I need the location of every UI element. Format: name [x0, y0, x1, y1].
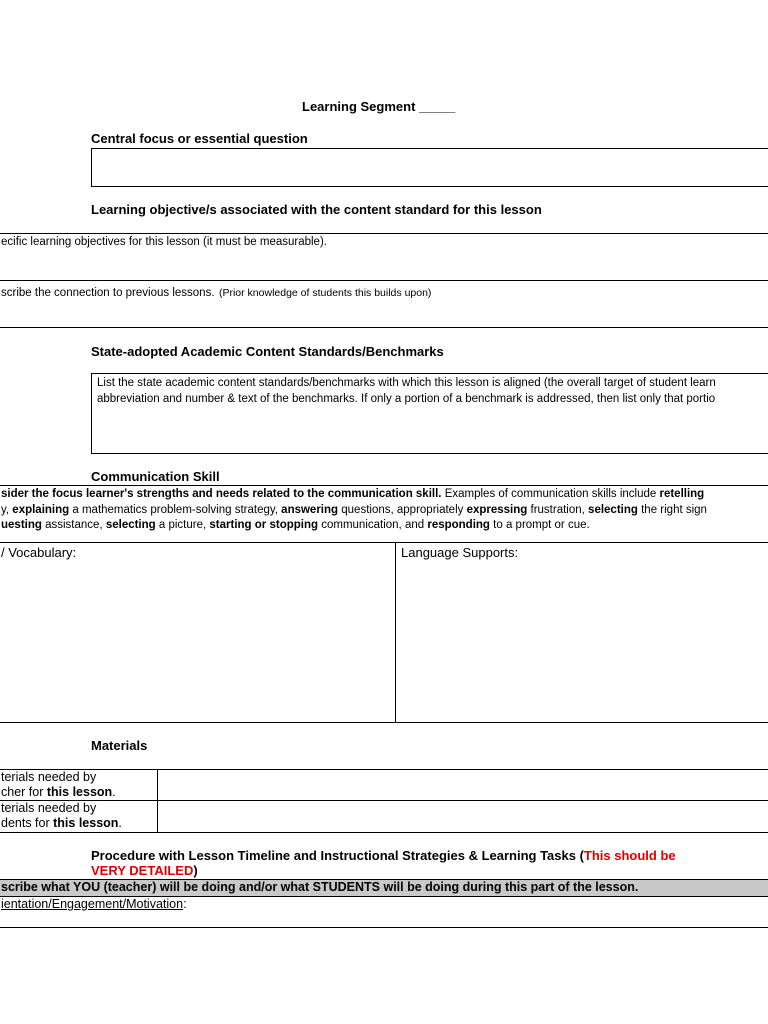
teacher-materials-line2: cher for this lesson.: [1, 785, 116, 799]
objectives-row-text: ecific learning objectives for this lesson (it must be measurable).: [1, 236, 327, 248]
student-materials-line1: terials needed by: [1, 801, 97, 815]
procedure-describe-text: scribe what YOU (teacher) will be doing and/or what STUDENTS will be doing during this part of the lesson.: [1, 880, 639, 894]
standards-text-line2: abbreviation and number & text of the benchmarks. If only a portion of a benchmark is addressed, then list only that portio: [97, 393, 716, 405]
materials-heading: Materials: [91, 738, 148, 753]
standards-field[interactable]: [91, 373, 768, 454]
communication-line2: y, explaining a mathematics problem-solving strategy, answering questions, appropriately expressing frustration, selecting the right sign: [1, 504, 707, 516]
procedure-heading: Procedure with Lesson Timeline and Instructional Strategies & Learning Tasks (This should be VERY DETAILED): [91, 848, 676, 878]
orientation-field[interactable]: [0, 896, 768, 928]
teacher-materials-line1: terials needed by: [1, 770, 97, 784]
standards-heading: State-adopted Academic Content Standards/Benchmarks: [91, 344, 444, 359]
standards-text-line1: List the state academic content standards/benchmarks with which this lesson is aligned (the overall target of student learn: [97, 377, 716, 389]
student-materials-label-cell: [0, 800, 158, 833]
procedure-describe-row: [0, 879, 768, 897]
student-materials-field[interactable]: [157, 800, 768, 833]
language-supports-label: Language Supports:: [401, 545, 519, 560]
objectives-row[interactable]: [0, 233, 768, 281]
communication-line1: sider the focus learner's strengths and needs related to the communication skill. Examples of communication skills include retelling: [1, 488, 705, 500]
objectives-heading: Learning objective/s associated with the content standard for this lesson: [91, 202, 542, 217]
vocabulary-field[interactable]: [0, 542, 396, 723]
previous-lessons-note: (Prior knowledge of students this builds upon): [218, 287, 432, 299]
page-title: Learning Segment _____: [302, 99, 456, 114]
student-materials-line2: dents for this lesson.: [1, 816, 122, 830]
orientation-label: ientation/Engagement/Motivation:: [1, 897, 187, 911]
communication-heading: Communication Skill: [91, 469, 220, 484]
previous-lessons-row[interactable]: [0, 280, 768, 328]
communication-line3: uesting assistance, selecting a picture, starting or stopping communication, and responding to a prompt or cue.: [1, 519, 590, 531]
central-focus-field[interactable]: [91, 148, 768, 187]
communication-instructions: [0, 485, 768, 543]
vocabulary-label: / Vocabulary:: [1, 545, 77, 560]
central-focus-heading: Central focus or essential question: [91, 131, 308, 146]
previous-lessons-text: scribe the connection to previous lessons.: [1, 287, 215, 299]
language-supports-field[interactable]: [395, 542, 768, 723]
teacher-materials-field[interactable]: [157, 769, 768, 801]
teacher-materials-label-cell: [0, 769, 158, 801]
